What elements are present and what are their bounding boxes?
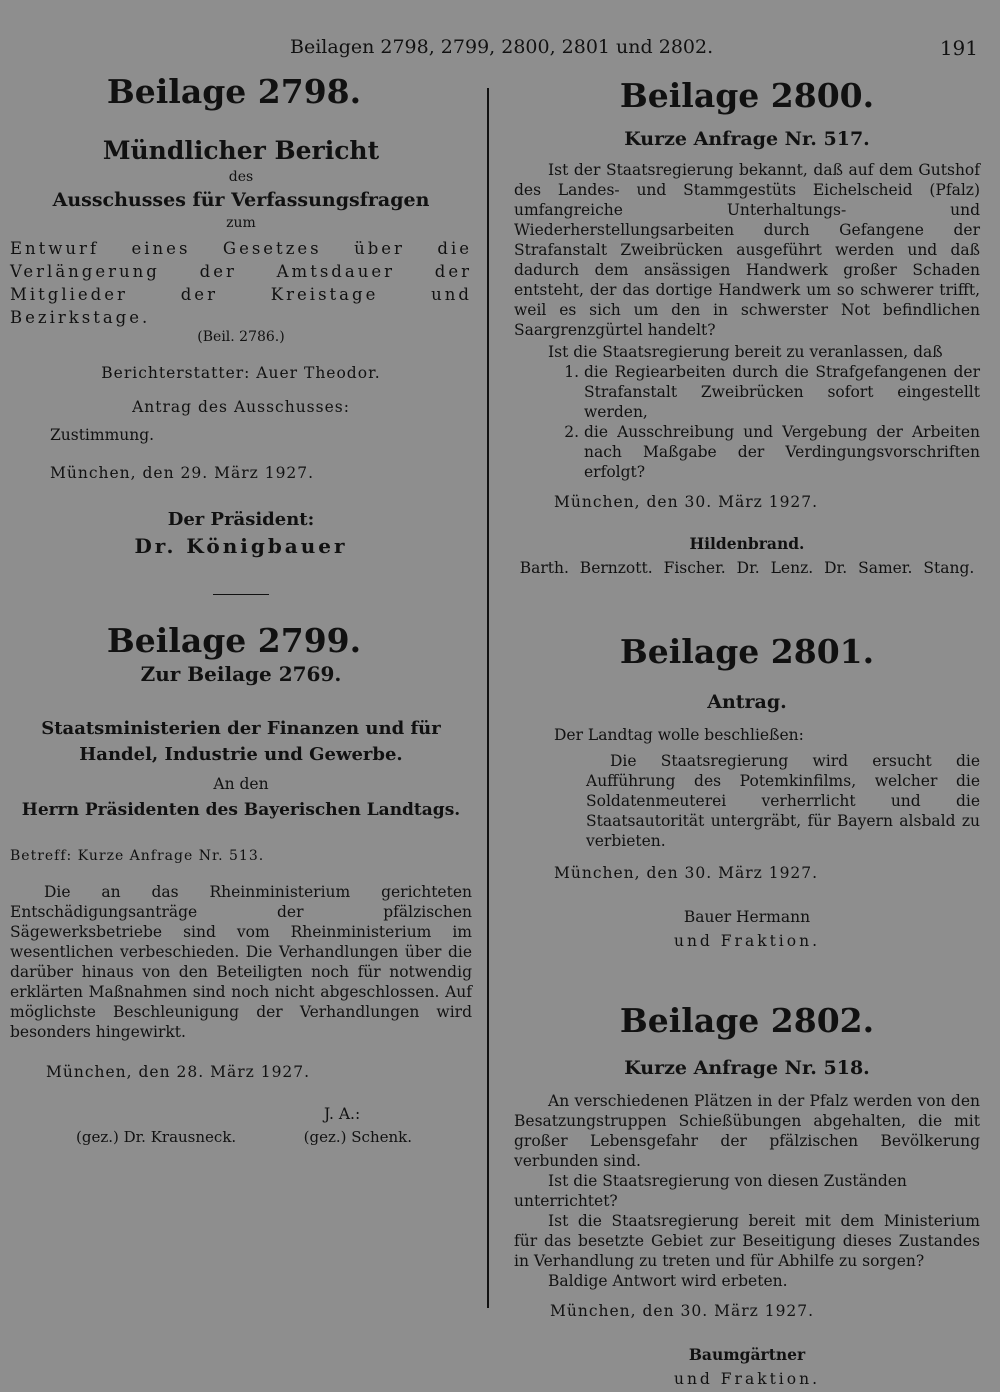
right-column (514, 74, 980, 1389)
heading-2799: Beilage 2799. (106, 621, 362, 661)
sub-2802: Kurze Anfrage Nr. 518. (624, 1056, 870, 1079)
signer-2801: Bauer Hermann (683, 907, 811, 926)
president-name: Dr. Königbauer (134, 534, 348, 559)
beilage-2798 (10, 74, 472, 558)
reference: (Beil. 2786.) (197, 329, 285, 346)
question-2800: Ist der Staatsregierung bekannt, daß auf dem Gutshof des Landes- und Stammgestüts Eichelscheid (Pfalz) umfangreiche Unterhaltungs- und Wiederherstellungsarbeiten durch Gefangene der Strafanstalt Zweibrücken ausgeführt werden und daß dadurch dem ansässigen Handwerk großer Schaden entsteht, der das dortige Handwerk um so schwerer trifft, weil es sich um den in schwerster Not befindlichen Saargrenzgürtel handelt? (514, 161, 980, 340)
question-2802-4: Baldige Antwort wird erbeten. (548, 1271, 788, 1290)
question-2802-1: An verschiedenen Plätzen in der Pfalz werden von den Besatzungstruppen Schießübungen abgehalten, die mit großer Lebensgefahr der pfälzischen Bevölkerung verbunden sind. (514, 1091, 980, 1170)
faction-2802: und Fraktion. (673, 1369, 821, 1388)
date-2801: München, den 30. März 1927. (554, 863, 819, 882)
motion-label: Antrag des Ausschusses: (132, 398, 350, 417)
running-title: Beilagen 2798, 2799, 2800, 2801 und 2802. (290, 36, 714, 58)
question-2800-b: Ist die Staatsregierung bereit zu veranlassen, daß (548, 343, 943, 362)
heading-2798: Beilage 2798. (106, 72, 362, 111)
president-label: Der Präsident: (167, 509, 315, 531)
reporter: Berichterstatter: Auer Theodor. (101, 364, 381, 383)
signature-krausneck: (gez.) Dr. Krausneck. (76, 1127, 237, 1146)
question-2802-2: Ist die Staatsregierung von diesen Zuständen unterrichtet? (514, 1171, 907, 1210)
section-separator (213, 594, 269, 595)
left-column (10, 74, 472, 1146)
motion-text: Zustimmung. (50, 426, 155, 445)
signer-2800: Hildenbrand. (689, 534, 805, 554)
cosigners-2800: Barth. Bernzott. Fischer. Dr. Lenz. Dr. Samer. Stang. (519, 559, 975, 578)
signer-2802: Baumgärtner (688, 1344, 806, 1364)
beilage-2802 (514, 1000, 980, 1389)
date-2799: München, den 28. März 1927. (46, 1062, 311, 1081)
signatures-2799 (76, 1128, 412, 1146)
demands-list (514, 362, 980, 482)
sub-2799: Zur Beilage 2769. (140, 661, 342, 686)
an-den: An den (213, 774, 269, 793)
date-2802: München, den 30. März 1927. (550, 1301, 815, 1320)
question-2802-3: Ist die Staatsregierung bereit mit dem Ministerium für das besetzte Gebiet zur Beseitigung dieses Zustandes in Verhandlung zu treten und für Abhilfe zu sorgen? (514, 1211, 980, 1270)
beilage-2800 (514, 78, 980, 578)
betreff: Betreff: Kurze Anfrage Nr. 513. (10, 847, 265, 864)
motion-2801: Die Staatsregierung wird ersucht die Aufführung des Potemkinfilms, welcher die Soldatenmeuterei verherrlicht und die Staatsautorität untergräbt, für Bayern alsbald zu verbieten. (586, 751, 980, 850)
ministries: Staatsministerien der Finanzen und für Handel, Industrie und Gewerbe. (41, 717, 441, 765)
reply-body: Die an das Rheinministerium gerichteten Entschädigungsanträge der pfälzischen Sägewerksbetriebe sind vom Rheinministerium im wesentlichen verbeschieden. Die Verhandlungen über die darüber hinaus von den Beteiligten noch für notwendig erklärten Maßnahmen sind noch nicht abgeschlossen. Auf möglichste Beschleunigung der Verhandlungen wird besonders hingewirkt. (10, 882, 472, 1041)
committee-name: Ausschusses für Verfassungsfragen (52, 189, 430, 212)
des-line: des (228, 169, 254, 186)
heading-2801: Beilage 2801. (619, 632, 875, 672)
addressee: Herrn Präsidenten des Bayerischen Landtags. (21, 799, 461, 820)
sub-2801: Antrag. (707, 690, 787, 713)
beilage-2799 (10, 623, 472, 1145)
heading-2802: Beilage 2802. (619, 1000, 875, 1040)
beilage-2801 (514, 634, 980, 950)
ia-line: J. A.: (324, 1104, 361, 1123)
heading-2800: Beilage 2800. (619, 76, 875, 115)
bill-subject: Entwurf eines Gesetzes über die Verlängerung der Amtsdauer der Mitglieder der Kreistage und Bezirkstage. (10, 239, 472, 328)
demand-item: 2. die Ausschreibung und Vergebung der Arbeiten nach Maßgabe der Verdingungsvorschriften erfolgt? (584, 422, 980, 482)
title-2798: Mündlicher Bericht (102, 136, 380, 166)
date-2800: München, den 30. März 1927. (554, 493, 819, 512)
page-number: 191 (939, 36, 978, 60)
intro-2801: Der Landtag wolle beschließen: (554, 725, 804, 744)
faction-2801: und Fraktion. (673, 931, 821, 950)
column-divider (487, 88, 489, 1308)
sub-2800: Kurze Anfrage Nr. 517. (624, 128, 870, 151)
signature-schenk: (gez.) Schenk. (303, 1127, 412, 1146)
demand-item: 1. die Regiearbeiten durch die Strafgefangenen der Strafanstalt Zweibrücken sofort eingestellt werden, (584, 362, 980, 422)
zum-line: zum (226, 215, 256, 232)
date-2798: München, den 29. März 1927. (50, 464, 315, 483)
